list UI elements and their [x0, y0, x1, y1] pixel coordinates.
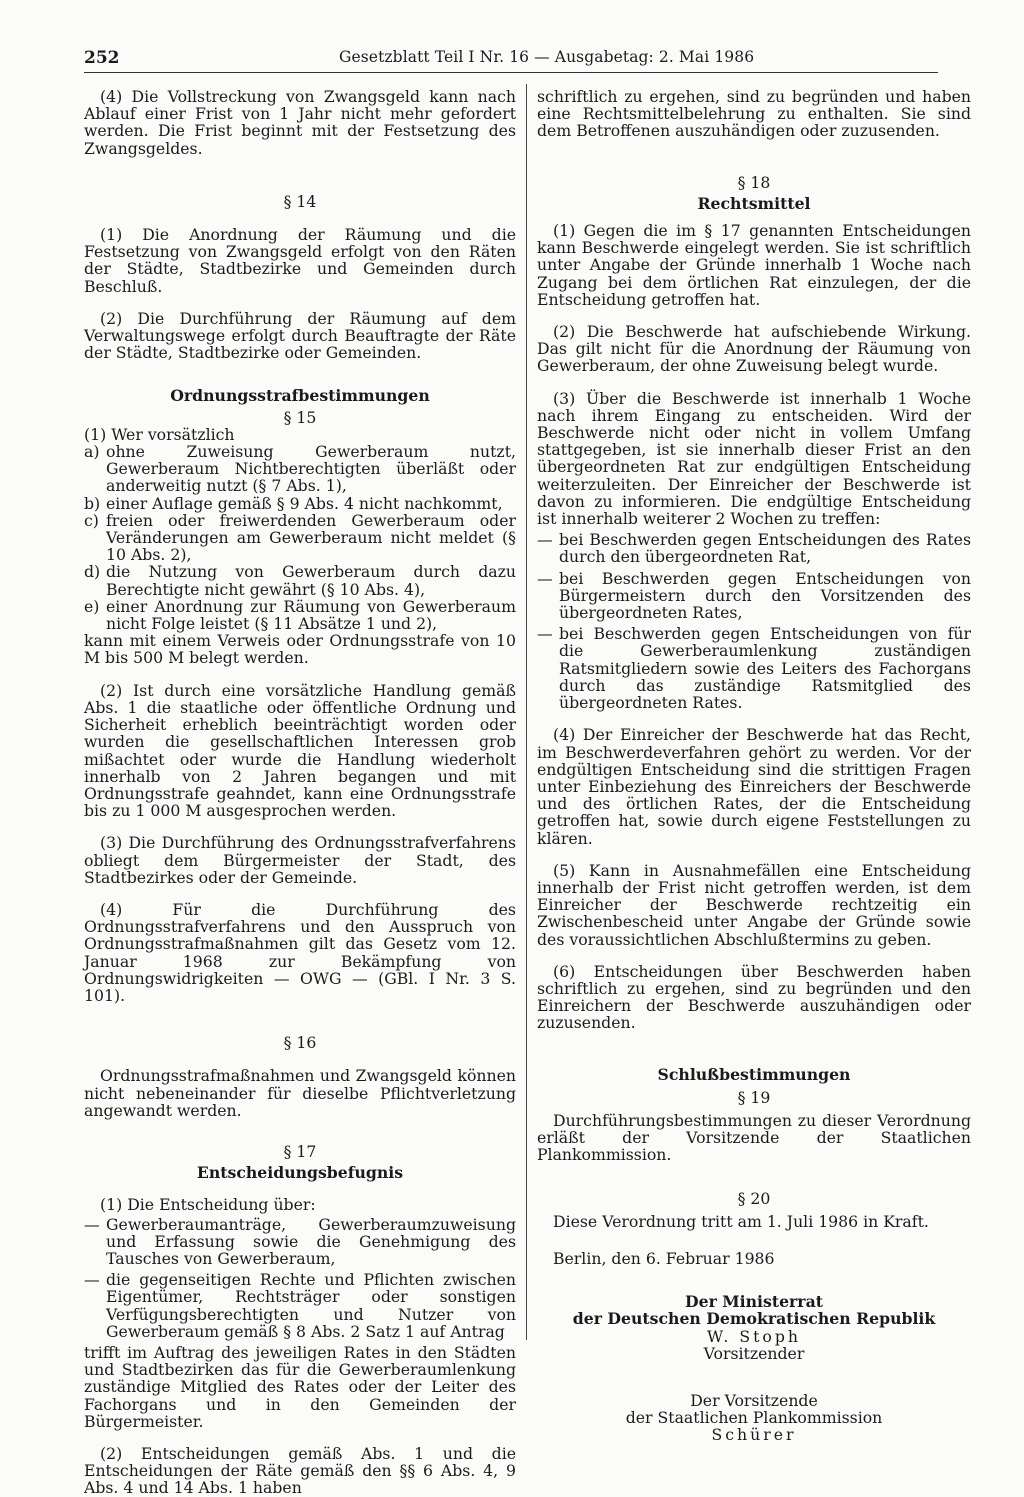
- section-18-title: § 18: [737, 172, 771, 192]
- right-column: [537, 88, 971, 1444]
- paragraph-18-1: (1) Gegen die im § 17 genannten Entscheidungen kann Beschwerde eingelegt werden. Sie ist schriftlich unter Angabe der Gründe innerhalb 1 Woche nach Zugang bei dem örtlichen Rat einzulegen, der die Entscheidung getroffen hat.: [537, 221, 971, 309]
- list-item: e) einer Anordnung zur Räumung von Gewerberaum nicht Folge leistet (§ 11 Absätze 1 und 2),: [84, 596, 516, 634]
- page-header: [84, 48, 755, 70]
- schluss-heading: Schlußbestimmungen: [657, 1064, 851, 1084]
- paragraph-19: Durchführungsbestimmungen zu dieser Verordnung erläßt der Vorsitzende der Staatlichen Plankommission.: [537, 1110, 971, 1165]
- list-item: c) freien oder freiwerdenden Gewerberaum oder Veränderungen am Gewerberaum nicht meldet (§ 10 Abs. 2),: [84, 510, 516, 565]
- list-item: — bei Beschwerden gegen Entscheidungen von Bürgermeistern durch den Vorsitzenden des übergeordneten Rates,: [537, 568, 971, 623]
- signature-block-plankommission: [537, 1392, 971, 1444]
- place-date: Berlin, den 6. Februar 1986: [553, 1248, 775, 1268]
- list-item: b) einer Auflage gemäß § 9 Abs. 4 nicht nachkommt,: [84, 493, 503, 513]
- list-18-3: [537, 531, 971, 711]
- signature-name: Schürer: [711, 1425, 797, 1445]
- paragraph-14-1: (1) Die Anordnung der Räumung und die Festsetzung von Zwangsgeld erfolgt von den Räten der Städte, Stadtbezirke und Gemeinden durch Beschluß.: [84, 225, 516, 296]
- signature-org-line1: Der Vorsitzende: [690, 1390, 818, 1410]
- list-item: — bei Beschwerden gegen Entscheidungen von für die Gewerberaumlenkung zuständigen Ratsmitgliedern sowie des Leiters des Fachorgans durch das zuständige Ratsmitglied des übergeordneten Rates.: [537, 624, 971, 713]
- paragraph-15-4: (4) Für die Durchführung des Ordnungsstrafverfahrens und den Ausspruch von Ordnungsstrafmaßnahmen gilt das Gesetz vom 12. Januar 1968 zur Bekämpfung von Ordnungswidrigkeiten — OWG — (GBl. I Nr. 3 S. 101).: [84, 899, 516, 1005]
- paragraph-18-5: (5) Kann in Ausnahmefällen eine Entscheidung innerhalb der Frist nicht getroffen werden, ist dem Einreicher der Beschwerde rechtzeitig ein Zwischenbescheid unter Angabe der Gründe sowie des voraussichtlichen Abschlußtermins zu geben.: [537, 860, 971, 949]
- list-item: d) die Nutzung von Gewerberaum durch dazu Berechtigte nicht gewährt (§ 10 Abs. 4),: [84, 562, 516, 599]
- header-rule: [84, 72, 938, 73]
- paragraph-17-2-continued: schriftlich zu ergehen, sind zu begründen und haben eine Rechtsmittelbelehrung zu enthalten. Sie sind dem Betroffenen auszuhändigen oder zuzusenden.: [537, 87, 971, 141]
- ordnungsstraf-heading: Ordnungsstrafbestimmungen: [170, 386, 430, 406]
- signature-name: W. Stoph: [707, 1326, 801, 1346]
- list-item: a) ohne Zuweisung Gewerberaum nutzt, Gewerberaum Nichtberechtigten überläßt oder anderweitig nutzt (§ 7 Abs. 1),: [84, 442, 516, 496]
- section-20-title: § 20: [737, 1188, 771, 1208]
- left-column: [84, 88, 516, 1497]
- list-item: — die gegenseitigen Rechte und Pflichten zwischen Eigentümer, Rechtsträger oder sonstigen Verfügungsberechtigten und Nutzer von Gewerberaum gemäß § 8 Abs. 2 Satz 1 auf Antrag: [84, 1270, 516, 1341]
- page-number: 252: [84, 48, 120, 68]
- paragraph-17-1-end: trifft im Auftrag des jeweiligen Rates in den Städten und Stadtbezirken das für die Gewerberaumlenkung zuständige Mitglied des Rates oder der Leiter des Fachorgans und in den Gemeinden der Bürgermeister.: [84, 1342, 516, 1431]
- paragraph-20: Diese Verordnung tritt am 1. Juli 1986 in Kraft.: [553, 1211, 929, 1231]
- paragraph-18-6: (6) Entscheidungen über Beschwerden haben schriftlich zu ergehen, sind zu begründen und den Einreichern der Beschwerde auszuhändigen oder zuzusenden.: [537, 961, 971, 1033]
- section-17-title: § 17: [283, 1141, 317, 1161]
- list-17-1: [84, 1216, 516, 1340]
- signature-org-line1: Der Ministerrat: [684, 1292, 823, 1312]
- section-19-title: § 19: [737, 1087, 771, 1107]
- paragraph-18-2: (2) Die Beschwerde hat aufschiebende Wirkung. Das gilt nicht für die Anordnung der Räumung von Gewerberaum, der ohne Zuweisung belegt wurde.: [537, 322, 971, 376]
- list-15-1: [84, 443, 516, 632]
- paragraph-17-2: (2) Entscheidungen gemäß Abs. 1 und die Entscheidungen der Räte gemäß den §§ 6 Abs. 4, 9 Abs. 4 und 14 Abs. 1 haben: [84, 1444, 516, 1497]
- section-16-title: § 16: [283, 1033, 317, 1053]
- paragraph-14-2: (2) Die Durchführung der Räumung auf dem Verwaltungswege erfolgt durch Beauftragte der Räte der Städte, Stadtbezirke oder Gemeinden.: [84, 308, 516, 363]
- paragraph-15-3: (3) Die Durchführung des Ordnungsstrafverfahrens obliegt dem Bürgermeister der Stadt, des Stadtbezirkes oder der Gemeinde.: [84, 833, 516, 887]
- signature-org-line2: der Deutschen Demokratischen Republik: [572, 1309, 936, 1329]
- signature-block-ministerrat: [537, 1293, 971, 1362]
- section-18-heading: Rechtsmittel: [697, 193, 811, 213]
- paragraph-15-1-intro: (1) Wer vorsätzlich: [84, 424, 235, 444]
- section-14-title: § 14: [283, 191, 317, 211]
- list-item: — bei Beschwerden gegen Entscheidungen des Rates durch den übergeordneten Rat,: [537, 530, 971, 567]
- list-item: — Gewerberaumanträge, Gewerberaumzuweisung und Erfassung sowie die Genehmigung des Tausches von Gewerberaum,: [84, 1214, 516, 1268]
- signature-title: Vorsitzender: [703, 1343, 805, 1363]
- paragraph-16: Ordnungsstrafmaßnahmen und Zwangsgeld können nicht nebeneinander für dieselbe Pflichtverletzung angewandt werden.: [84, 1066, 516, 1120]
- paragraph-18-4: (4) Der Einreicher der Beschwerde hat das Recht, im Beschwerdeverfahren gehört zu werden. Vor der endgültigen Entscheidung sind die strittigen Fragen unter Einbeziehung des Einreichers der Beschwerde und des örtlichen Rates, der die Entscheidung getroffen hat, sowie durch eigene Feststellungen zu klären.: [537, 725, 971, 848]
- running-title: Gesetzblatt Teil I Nr. 16 — Ausgabetag: 2. Mai 1986: [339, 48, 755, 66]
- section-17-heading: Entscheidungsbefugnis: [196, 1163, 404, 1183]
- paragraph-13-4: (4) Die Vollstreckung von Zwangsgeld kann nach Ablauf einer Frist von 1 Jahr nicht mehr gefordert werden. Die Frist beginnt mit der Festsetzung des Zwangsgeldes.: [84, 87, 516, 158]
- paragraph-15-2: (2) Ist durch eine vorsätzliche Handlung gemäß Abs. 1 die staatliche oder öffentliche Ordnung und Sicherheit erheblich beeinträchtigt worden oder wurden die gesellschaftlichen Interessen grob mißachtet oder wurde die Handlung wiederholt innerhalb von 2 Jahren begangen und mit Ordnungsstrafe geahndet, kann eine Ordnungsstrafe bis zu 1 000 M ausgesprochen werden.: [84, 680, 516, 821]
- paragraph-18-3: (3) Über die Beschwerde ist innerhalb 1 Woche nach ihrem Eingang zu entscheiden. Wird der Beschwerde nicht oder nicht in vollem Umfang stattgegeben, ist sie innerhalb dieser Frist an den übergeordneten Rat zur endgültigen Entscheidung weiterzuleiten. Der Einreicher der Beschwerde ist davon zu informieren. Die endgültige Entscheidung ist innerhalb weiterer 2 Wochen zu treffen:: [537, 388, 971, 529]
- signature-org-line2: der Staatlichen Plankommission: [625, 1408, 883, 1428]
- column-divider: [526, 84, 527, 1340]
- paragraph-15-1-end: kann mit einem Verweis oder Ordnungsstrafe von 10 M bis 500 M belegt werden.: [84, 631, 516, 668]
- section-15-title: § 15: [283, 407, 317, 427]
- paragraph-17-1-intro: (1) Die Entscheidung über:: [100, 1195, 316, 1215]
